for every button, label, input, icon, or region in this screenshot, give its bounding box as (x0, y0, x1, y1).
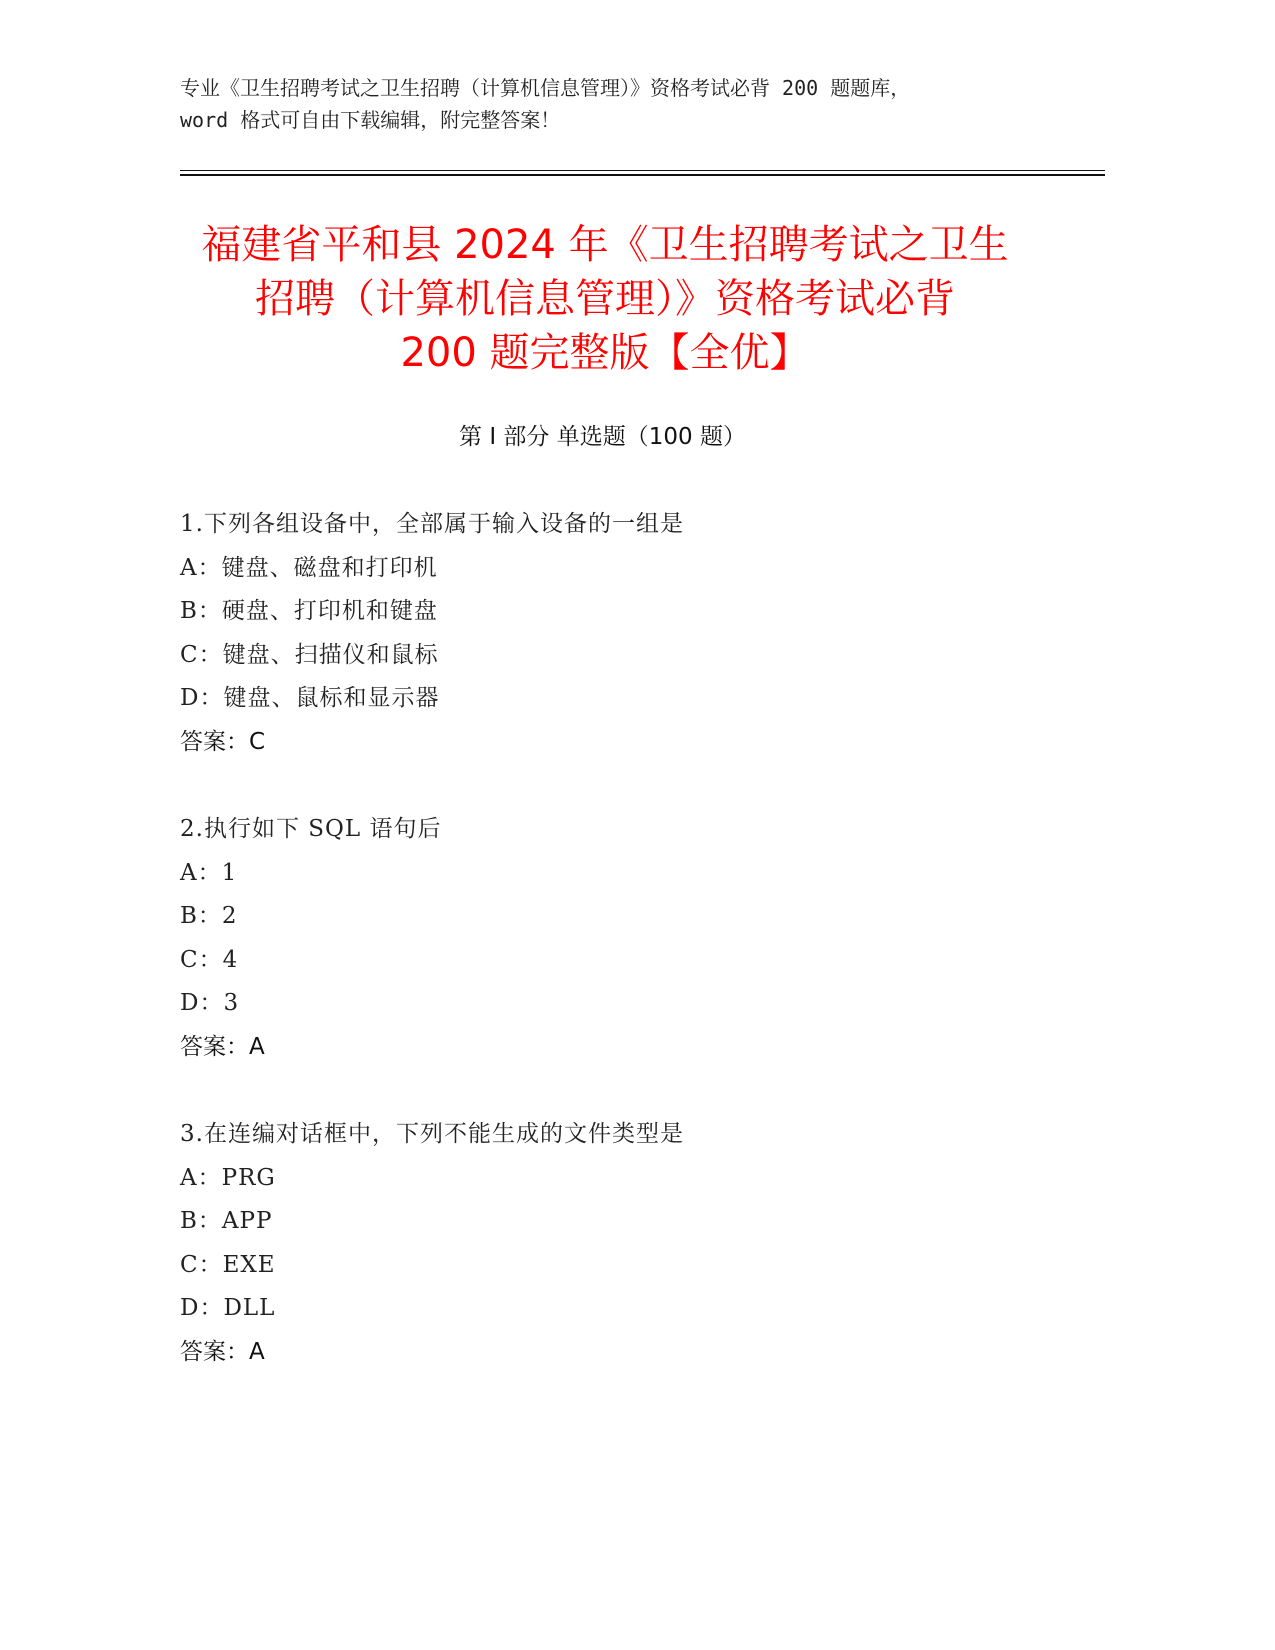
question-text: 1.下列各组设备中，全部属于输入设备的一组是 (180, 511, 684, 537)
document-title-line-2: 招聘（计算机信息管理）》资格考试必背 (255, 276, 955, 322)
option-b: B：2 (180, 903, 238, 929)
option-c: C：EXE (180, 1251, 276, 1278)
option-d: D：DLL (180, 1295, 276, 1321)
question-1 (180, 503, 1080, 764)
option-b: B：APP (180, 1208, 273, 1234)
option-c: C：4 (180, 946, 239, 973)
section-title: 第 I 部分 单选题（100 题） (459, 424, 746, 450)
header-note-line-2: word 格式可自由下载编辑，附完整答案！ (180, 108, 561, 132)
document-title (150, 218, 1060, 380)
option-a: A：1 (180, 859, 238, 886)
document-title-line-1: 福建省平和县 2024 年《卫生招聘考试之卫生 (201, 222, 1009, 268)
answer: 答案：A (180, 1033, 265, 1060)
option-d: D：键盘、鼠标和显示器 (180, 685, 440, 711)
option-a: A：键盘、磁盘和打印机 (180, 554, 438, 581)
question-text: 2.执行如下 SQL 语句后 (180, 816, 442, 842)
answer: 答案：A (180, 1338, 265, 1365)
question-2 (180, 808, 1080, 1069)
option-a: A：PRG (180, 1164, 276, 1191)
header-note (180, 72, 1100, 136)
answer: 答案：C (180, 728, 266, 755)
option-b: B：硬盘、打印机和键盘 (180, 598, 438, 624)
option-d: D：3 (180, 990, 240, 1016)
question-3 (180, 1113, 1080, 1374)
header-divider-thin (180, 170, 1105, 171)
header-note-line-1: 专业《卫生招聘考试之卫生招聘（计算机信息管理）》资格考试必背 200 题题库， (180, 76, 911, 100)
question-text: 3.在连编对话框中，下列不能生成的文件类型是 (180, 1121, 684, 1147)
option-c: C：键盘、扫描仪和鼠标 (180, 641, 439, 668)
document-title-line-3: 200 题完整版【全优】 (400, 330, 810, 376)
header-divider-thick (180, 174, 1105, 176)
